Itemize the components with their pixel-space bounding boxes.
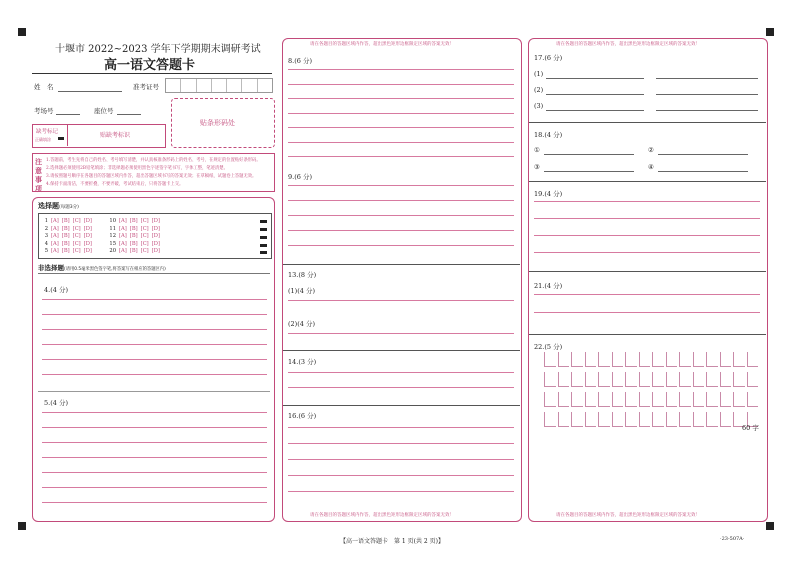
- choice-option-a[interactable]: [A]: [119, 240, 127, 247]
- notes-heading-4: 项: [35, 184, 42, 193]
- choice-option-b[interactable]: [B]: [129, 218, 138, 224]
- writing-cell[interactable]: [625, 412, 637, 427]
- answer-line[interactable]: [288, 185, 514, 186]
- room-field[interactable]: [56, 114, 80, 115]
- writing-cell[interactable]: [612, 372, 624, 387]
- timing-mark: [260, 251, 267, 254]
- answer-line[interactable]: [288, 443, 514, 444]
- corner-mark-tr: [766, 28, 774, 36]
- writing-cell[interactable]: [720, 392, 732, 407]
- q16-label: 16.(6 分): [288, 412, 317, 420]
- choice-option-d[interactable]: [D]: [83, 240, 92, 247]
- q9-label: 9.(6 分): [288, 173, 312, 181]
- choice-row[interactable]: [40, 248, 92, 254]
- choice-option-c[interactable]: [C]: [140, 248, 149, 254]
- footer-code: ·23-507A·: [720, 536, 745, 542]
- writing-cell[interactable]: [612, 352, 624, 367]
- q18-part2: ②: [648, 146, 654, 154]
- answer-line[interactable]: [288, 245, 514, 246]
- writing-cell[interactable]: [720, 412, 732, 427]
- writing-cell[interactable]: [585, 412, 597, 427]
- note-line-2: 2.选择题必须使用2B铅笔填涂；非选择题必须使用黑色字迹签字笔书写，字体工整，笔迹清楚。: [46, 166, 228, 171]
- answer-line[interactable]: [42, 412, 267, 413]
- writing-cell[interactable]: [544, 352, 556, 367]
- writing-cell[interactable]: [558, 352, 570, 367]
- choice-row[interactable]: [108, 226, 160, 232]
- q5-label: 5.(4 分): [44, 399, 68, 407]
- writing-cell[interactable]: [585, 352, 597, 367]
- answer-line[interactable]: [42, 329, 267, 330]
- writing-cell[interactable]: [706, 372, 718, 387]
- answer-line[interactable]: [288, 127, 514, 128]
- choice-option-c[interactable]: [C]: [140, 233, 149, 239]
- answer-line[interactable]: [42, 442, 267, 443]
- writing-cell[interactable]: [598, 392, 610, 407]
- choice-number: 15: [109, 240, 116, 247]
- choice-option-b[interactable]: [B]: [129, 225, 138, 232]
- choice-option-c[interactable]: [C]: [72, 233, 81, 239]
- warning-top-col2: 请在各题目的答题区域内作答，超出黑色矩形边框限定区域的答案无效！: [310, 42, 454, 47]
- q17-answer-line[interactable]: [656, 94, 758, 95]
- q17-answer-line[interactable]: [546, 78, 644, 79]
- choice-option-c[interactable]: [C]: [72, 218, 81, 224]
- choice-option-d[interactable]: [D]: [83, 225, 92, 232]
- writing-cell[interactable]: [679, 412, 691, 427]
- answer-line[interactable]: [288, 113, 514, 114]
- answer-line[interactable]: [42, 374, 267, 375]
- answer-line[interactable]: [288, 215, 514, 216]
- writing-cell[interactable]: [585, 392, 597, 407]
- q18-part1: ①: [534, 146, 540, 154]
- choice-number: 2: [44, 225, 48, 232]
- writing-cell[interactable]: [693, 392, 705, 407]
- answer-line[interactable]: [42, 299, 267, 300]
- answer-line[interactable]: [42, 502, 267, 503]
- writing-cell[interactable]: [598, 372, 610, 387]
- choice-option-b[interactable]: [B]: [129, 240, 138, 247]
- answer-line[interactable]: [534, 201, 760, 202]
- choice-option-a[interactable]: [A]: [51, 240, 59, 247]
- answer-line[interactable]: [42, 472, 267, 473]
- note-line-1: 1.答题前，考生先将自己的姓名、考号填写清楚，并认真核准条形码上的姓名、考号，在规定的位置贴好条形码。: [46, 158, 261, 163]
- footer-page-info: 【高一语文答题卡 第 1 页(共 2 页)】: [340, 538, 444, 545]
- choice-row[interactable]: [108, 218, 160, 224]
- answer-line[interactable]: [42, 457, 267, 458]
- word-count-label: 60 字: [742, 424, 759, 432]
- writing-cell[interactable]: [652, 412, 664, 427]
- corner-mark-tl: [18, 28, 26, 36]
- exam-title: 十堰市 2022~2023 学年下学期期末调研考试: [55, 44, 261, 55]
- choice-option-c[interactable]: [C]: [140, 225, 149, 232]
- choice-number: 3: [44, 233, 48, 239]
- q19-label: 19.(4 分): [534, 190, 563, 198]
- writing-cell[interactable]: [639, 352, 651, 367]
- writing-cell[interactable]: [625, 372, 637, 387]
- choice-option-c[interactable]: [C]: [72, 240, 81, 247]
- writing-cell[interactable]: [693, 352, 705, 367]
- choice-option-b[interactable]: [B]: [61, 225, 70, 232]
- answer-line[interactable]: [534, 252, 760, 253]
- writing-cell[interactable]: [693, 372, 705, 387]
- answer-line[interactable]: [288, 475, 514, 476]
- choice-option-c[interactable]: [C]: [140, 218, 149, 224]
- choice-number: 1: [44, 218, 48, 224]
- ticket-label: 准考证号: [133, 83, 159, 91]
- writing-cell[interactable]: [612, 392, 624, 407]
- answer-line[interactable]: [288, 491, 514, 492]
- timing-mark: [260, 220, 267, 223]
- answer-line[interactable]: [534, 294, 760, 295]
- card-title: 高一语文答题卡: [104, 58, 196, 73]
- choice-option-d[interactable]: [D]: [151, 218, 160, 224]
- corner-mark-bl: [18, 522, 26, 530]
- seat-label: 座位号: [94, 107, 114, 115]
- choice-option-c[interactable]: [C]: [72, 225, 81, 232]
- q21-label: 21.(4 分): [534, 282, 563, 290]
- timing-mark: [260, 236, 267, 239]
- choice-option-b[interactable]: [B]: [61, 240, 70, 247]
- q17-part3: (3): [534, 102, 544, 110]
- choice-option-d[interactable]: [D]: [83, 233, 92, 239]
- q8-label: 8.(6 分): [288, 57, 312, 65]
- choice-option-d[interactable]: [D]: [151, 240, 160, 247]
- writing-cell[interactable]: [571, 352, 583, 367]
- q18-part3: ③: [534, 163, 540, 171]
- writing-cell[interactable]: [571, 412, 583, 427]
- q18-answer-line[interactable]: [658, 171, 748, 172]
- writing-cell[interactable]: [598, 352, 610, 367]
- choice-title: 选择题: [38, 202, 59, 210]
- answer-line[interactable]: [534, 312, 760, 313]
- q18-part4: ④: [648, 163, 654, 171]
- notes-heading-1: 注: [35, 157, 42, 166]
- choice-row[interactable]: [108, 248, 160, 254]
- writing-cell[interactable]: [544, 372, 556, 387]
- writing-cell[interactable]: [720, 372, 732, 387]
- choice-option-d[interactable]: [D]: [151, 233, 160, 239]
- q18-answer-line[interactable]: [544, 154, 634, 155]
- writing-cell[interactable]: [666, 412, 678, 427]
- timing-mark: [260, 228, 267, 231]
- choice-number: 5: [44, 248, 48, 254]
- choice-option-b[interactable]: [B]: [129, 233, 138, 239]
- choice-option-c[interactable]: [C]: [72, 248, 81, 254]
- q17-part1: (1): [534, 70, 544, 78]
- choice-row[interactable]: [108, 241, 160, 247]
- choice-option-a[interactable]: [A]: [51, 225, 59, 232]
- choice-option-a[interactable]: [A]: [119, 233, 127, 239]
- choice-option-d[interactable]: [D]: [83, 248, 92, 254]
- absent-fill-sample: [58, 137, 64, 140]
- q22-label: 22.(5 分): [534, 343, 563, 351]
- writing-cell[interactable]: [666, 392, 678, 407]
- choice-option-d[interactable]: [D]: [83, 218, 92, 224]
- writing-cell[interactable]: [639, 392, 651, 407]
- nonchoice-title: 非选择题: [38, 264, 64, 272]
- q13-1-label: (1)(4 分): [288, 287, 315, 295]
- exam-mark-label: 贴缺考标识: [100, 132, 131, 139]
- choice-option-b[interactable]: [B]: [61, 248, 70, 254]
- choice-option-d[interactable]: [D]: [151, 225, 160, 232]
- answer-line[interactable]: [288, 427, 514, 428]
- answer-line[interactable]: [288, 372, 514, 373]
- seat-field[interactable]: [117, 114, 141, 115]
- writing-cell[interactable]: [679, 372, 691, 387]
- answer-line[interactable]: [288, 459, 514, 460]
- choice-row[interactable]: [40, 233, 92, 239]
- q17-answer-line[interactable]: [656, 78, 758, 79]
- answer-line[interactable]: [42, 487, 267, 488]
- writing-cell[interactable]: [652, 352, 664, 367]
- choice-number: 11: [109, 225, 116, 232]
- q18-answer-line[interactable]: [658, 154, 748, 155]
- writing-cell[interactable]: [558, 372, 570, 387]
- writing-cell[interactable]: [693, 412, 705, 427]
- writing-cell[interactable]: [747, 372, 759, 387]
- answer-line[interactable]: [288, 142, 514, 143]
- q13-label: 13.(8 分): [288, 271, 317, 279]
- notes-heading-3: 事: [35, 175, 42, 184]
- name-field[interactable]: [58, 91, 122, 92]
- answer-line[interactable]: [42, 359, 267, 360]
- choice-number: 12: [109, 233, 116, 239]
- answer-line[interactable]: [288, 333, 514, 334]
- q17-answer-line[interactable]: [546, 94, 644, 95]
- choice-option-a[interactable]: [A]: [51, 248, 59, 254]
- nonchoice-hint: (请用0.5毫米黑色签字笔,将答案写在相应的答题区内): [64, 267, 166, 272]
- writing-cell[interactable]: [598, 412, 610, 427]
- choice-number: 4: [44, 240, 48, 247]
- writing-cell[interactable]: [652, 392, 664, 407]
- writing-cell[interactable]: [639, 412, 651, 427]
- q17-answer-line[interactable]: [546, 110, 644, 111]
- choice-row[interactable]: [40, 241, 92, 247]
- panel-col2: [282, 38, 522, 522]
- choice-option-d[interactable]: [D]: [151, 248, 160, 254]
- choice-number: 10: [109, 218, 116, 224]
- writing-cell[interactable]: [706, 392, 718, 407]
- choice-option-b[interactable]: [B]: [129, 248, 138, 254]
- note-line-3: 3.请按照题号顺序在各题目的答题区域内作答，超出答题区域书写的答案无效；在草稿纸、试题卷上答题无效。: [46, 174, 257, 179]
- choice-option-a[interactable]: [A]: [119, 225, 127, 232]
- answer-line[interactable]: [288, 98, 514, 99]
- writing-cell[interactable]: [679, 352, 691, 367]
- answer-line[interactable]: [288, 156, 514, 157]
- writing-cell[interactable]: [747, 392, 759, 407]
- choice-option-c[interactable]: [C]: [140, 240, 149, 247]
- writing-cell[interactable]: [706, 352, 718, 367]
- writing-cell[interactable]: [666, 352, 678, 367]
- timing-mark: [260, 244, 267, 247]
- answer-line[interactable]: [288, 300, 514, 301]
- q17-label: 17.(6 分): [534, 54, 563, 62]
- q17-part2: (2): [534, 86, 544, 94]
- writing-cell[interactable]: [706, 412, 718, 427]
- choice-option-a[interactable]: [A]: [119, 248, 127, 254]
- writing-cell[interactable]: [544, 392, 556, 407]
- q13-2-label: (2)(4 分): [288, 320, 315, 328]
- writing-cell[interactable]: [571, 392, 583, 407]
- writing-cell[interactable]: [625, 352, 637, 367]
- answer-line[interactable]: [534, 218, 760, 219]
- writing-cell[interactable]: [747, 352, 759, 367]
- absent-label: 缺考标记: [36, 129, 59, 135]
- answer-line[interactable]: [288, 84, 514, 85]
- writing-cell[interactable]: [558, 392, 570, 407]
- answer-line[interactable]: [42, 427, 267, 428]
- choice-option-b[interactable]: [B]: [61, 233, 70, 239]
- choice-row[interactable]: [40, 226, 92, 232]
- writing-cell[interactable]: [544, 412, 556, 427]
- choice-hint: (每题3分): [59, 205, 79, 210]
- writing-cell[interactable]: [652, 372, 664, 387]
- answer-line[interactable]: [288, 387, 514, 388]
- warning-bottom-col2: 请在各题目的答题区域内作答，超出黑色矩形边框限定区域的答案无效！: [310, 513, 454, 518]
- q18-label: 18.(4 分): [534, 131, 563, 139]
- q17-answer-line[interactable]: [656, 110, 758, 111]
- corner-mark-br: [766, 522, 774, 530]
- warning-top-col3: 请在各题目的答题区域内作答，超出黑色矩形边框限定区域的答案无效！: [556, 42, 700, 47]
- writing-cell[interactable]: [558, 412, 570, 427]
- writing-cell[interactable]: [612, 412, 624, 427]
- answer-line[interactable]: [288, 230, 514, 231]
- room-label: 考场号: [34, 107, 54, 115]
- writing-cell[interactable]: [733, 372, 745, 387]
- warning-bottom-col3: 请在各题目的答题区域内作答，超出黑色矩形边框限定区域的答案无效！: [556, 513, 700, 518]
- ticket-number-grid[interactable]: [165, 78, 273, 93]
- q14-label: 14.(3 分): [288, 358, 317, 366]
- q18-answer-line[interactable]: [544, 171, 634, 172]
- writing-cell[interactable]: [733, 392, 745, 407]
- answer-line[interactable]: [42, 314, 267, 315]
- writing-cell[interactable]: [666, 372, 678, 387]
- name-label: 姓 名: [34, 83, 54, 91]
- writing-cell[interactable]: [585, 372, 597, 387]
- note-line-4: 4.保持卡面清洁，不要折叠，不要弄破，考试结束后，只将答题卡上交。: [46, 182, 184, 187]
- q4-label: 4.(4 分): [44, 286, 68, 294]
- answer-line[interactable]: [534, 235, 760, 236]
- writing-cell[interactable]: [679, 392, 691, 407]
- choice-number: 20: [109, 248, 116, 254]
- answer-line[interactable]: [42, 344, 267, 345]
- choice-option-b[interactable]: [B]: [61, 218, 70, 224]
- notes-heading-2: 意: [35, 166, 42, 175]
- writing-cell[interactable]: [639, 372, 651, 387]
- choice-row[interactable]: [40, 218, 92, 224]
- writing-cell[interactable]: [720, 352, 732, 367]
- barcode-label: 贴条形码处: [200, 119, 235, 127]
- choice-option-a[interactable]: [A]: [119, 218, 127, 224]
- answer-line[interactable]: [288, 200, 514, 201]
- choice-row[interactable]: [108, 233, 160, 239]
- writing-cell[interactable]: [625, 392, 637, 407]
- answer-line[interactable]: [288, 69, 514, 70]
- choice-option-a[interactable]: [A]: [51, 218, 59, 224]
- writing-cell[interactable]: [733, 352, 745, 367]
- writing-cell[interactable]: [571, 372, 583, 387]
- absent-sub-label: 正确填涂: [35, 137, 51, 142]
- choice-option-a[interactable]: [A]: [51, 233, 59, 239]
